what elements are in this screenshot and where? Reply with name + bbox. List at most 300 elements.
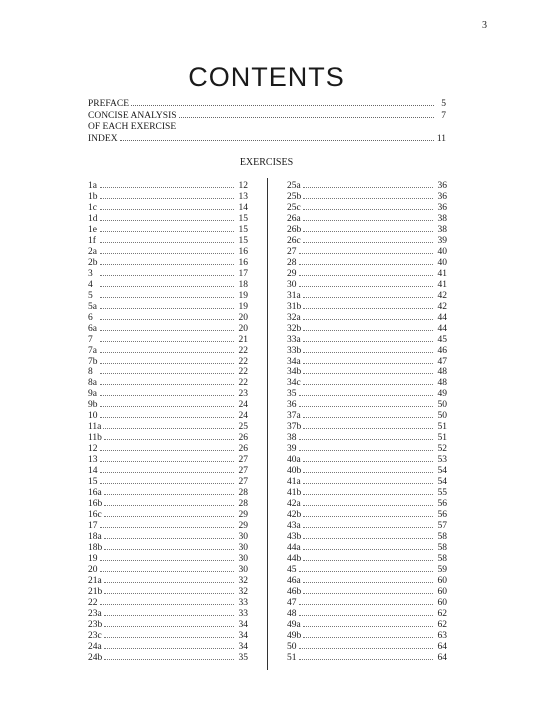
leader-dots — [299, 597, 433, 605]
exercise-label: 9a — [88, 389, 97, 400]
exercise-label: 31b — [287, 301, 302, 312]
leader-dots — [303, 465, 433, 473]
exercise-entry[interactable] — [287, 630, 447, 641]
exercise-label: 22 — [88, 597, 98, 608]
leader-dots — [303, 180, 433, 188]
exercise-label: 6 — [88, 312, 93, 323]
exercise-page: 27 — [238, 466, 248, 477]
exercise-entry[interactable] — [287, 465, 447, 476]
leader-dots — [303, 191, 433, 199]
exercise-page: 21 — [238, 334, 248, 345]
exercise-entry[interactable] — [88, 586, 248, 597]
exercise-label: 41b — [287, 488, 302, 499]
exercise-page: 58 — [437, 542, 447, 553]
exercise-page: 56 — [437, 510, 447, 521]
leader-dots — [303, 345, 433, 353]
exercise-page: 20 — [238, 312, 248, 323]
leader-dots — [303, 224, 433, 232]
leader-dots — [299, 432, 433, 440]
exercise-label: 18b — [88, 542, 103, 553]
exercise-label: 32a — [287, 312, 301, 323]
exercise-label: 1d — [88, 213, 98, 224]
exercise-label: 18a — [88, 532, 102, 542]
leader-dots — [120, 133, 434, 141]
exercise-label: 11a — [88, 422, 102, 433]
exercise-page: 22 — [238, 356, 248, 367]
leader-dots — [100, 290, 234, 298]
exercise-label: 9b — [88, 400, 98, 411]
exercise-entry[interactable] — [287, 498, 447, 509]
exercise-entry[interactable] — [88, 301, 248, 312]
exercise-page: 60 — [437, 597, 447, 608]
column-divider — [267, 178, 268, 670]
leader-dots — [303, 366, 433, 374]
toc-entry-concise-analysis[interactable] — [88, 110, 446, 133]
exercise-entry[interactable] — [88, 312, 248, 323]
exercise-page: 50 — [437, 411, 447, 422]
leader-dots — [131, 98, 434, 106]
leader-dots — [100, 553, 234, 561]
exercise-page: 60 — [437, 575, 447, 586]
exercise-page: 63 — [437, 630, 447, 641]
exercise-page: 54 — [437, 466, 447, 477]
exercise-page: 24 — [238, 411, 248, 422]
exercise-label: 7 — [88, 334, 93, 345]
leader-dots — [303, 630, 433, 638]
exercise-entry[interactable] — [287, 399, 447, 410]
exercise-label: 29 — [287, 268, 297, 279]
exercise-label: 34a — [287, 356, 301, 367]
exercise-label: 23c — [88, 630, 102, 641]
exercise-label: 50 — [287, 641, 297, 652]
exercise-label: 21b — [88, 586, 103, 597]
exercise-entry[interactable] — [287, 213, 447, 224]
leader-dots — [303, 586, 433, 594]
exercise-label: 35 — [287, 389, 297, 400]
exercise-label: 23a — [88, 608, 102, 619]
exercise-entry[interactable] — [88, 443, 248, 454]
exercise-label: 45 — [287, 564, 297, 575]
leader-dots — [100, 443, 234, 451]
exercise-entry[interactable] — [287, 301, 447, 312]
leader-dots — [104, 487, 234, 495]
leader-dots — [179, 110, 434, 118]
exercise-entry[interactable] — [287, 366, 447, 377]
exercise-entry[interactable] — [88, 454, 248, 465]
exercise-label: 37a — [287, 411, 301, 422]
exercise-page: 44 — [437, 312, 447, 323]
exercise-entry[interactable] — [88, 542, 248, 553]
exercise-page: 20 — [238, 323, 248, 334]
leader-dots — [104, 641, 234, 649]
toc-entry-page: 11 — [436, 134, 446, 144]
exercise-entry[interactable] — [287, 410, 447, 421]
exercise-page: 41 — [437, 279, 447, 290]
toc-entry-page: 7 — [441, 111, 446, 121]
exercise-column-left — [88, 180, 248, 663]
page-title: CONTENTS — [188, 62, 345, 93]
exercise-label: 2a — [88, 246, 97, 257]
leader-dots — [103, 421, 234, 429]
exercise-page: 33 — [238, 608, 248, 619]
exercise-label: 33a — [287, 334, 301, 345]
leader-dots — [100, 388, 234, 396]
leader-dots — [299, 257, 433, 265]
leader-dots — [303, 454, 433, 462]
leader-dots — [100, 180, 234, 188]
toc-entry-preface[interactable] — [88, 98, 446, 110]
exercise-page: 36 — [437, 202, 447, 213]
leader-dots — [303, 312, 433, 320]
exercise-page: 38 — [437, 213, 447, 224]
exercise-label: 40a — [287, 455, 301, 466]
exercise-entry[interactable] — [287, 279, 447, 290]
exercise-entry[interactable] — [88, 180, 248, 191]
exercise-label: 37b — [287, 422, 302, 433]
exercise-entry[interactable] — [88, 334, 248, 345]
exercise-entry[interactable] — [287, 257, 447, 268]
exercise-page: 30 — [238, 542, 248, 553]
exercise-label: 44a — [287, 542, 301, 553]
exercise-entry[interactable] — [88, 257, 248, 268]
leader-dots — [104, 509, 234, 517]
exercise-page: 56 — [437, 499, 447, 510]
exercise-page: 29 — [238, 521, 248, 532]
exercise-page: 34 — [238, 630, 248, 641]
exercise-page: 52 — [437, 444, 447, 455]
exercise-label: 32b — [287, 323, 302, 334]
exercise-page: 15 — [238, 224, 248, 235]
exercises-heading: EXERCISES — [239, 157, 294, 168]
leader-dots — [104, 542, 234, 550]
exercise-label: 12 — [88, 444, 98, 455]
exercise-label: 8a — [88, 378, 97, 389]
exercise-entry[interactable] — [88, 465, 248, 476]
exercise-entry[interactable] — [88, 202, 248, 213]
exercise-entry[interactable] — [88, 564, 248, 575]
exercise-page: 32 — [238, 575, 248, 586]
leader-dots — [104, 586, 234, 594]
leader-dots — [100, 257, 234, 265]
exercise-entry[interactable] — [287, 235, 447, 246]
leader-dots — [104, 575, 234, 583]
leader-dots — [100, 564, 234, 572]
exercise-entry[interactable] — [287, 224, 447, 235]
leader-dots — [100, 366, 234, 374]
exercise-label: 16a — [88, 488, 102, 499]
exercise-entry[interactable] — [88, 509, 248, 520]
leader-dots — [104, 608, 234, 616]
leader-dots — [100, 191, 234, 199]
exercise-page: 62 — [437, 619, 447, 630]
exercise-page: 47 — [437, 356, 447, 367]
exercise-page: 42 — [437, 301, 447, 312]
exercise-entry[interactable] — [287, 180, 447, 191]
leader-dots — [303, 356, 433, 364]
leader-dots — [299, 652, 433, 660]
exercise-label: 28 — [287, 257, 297, 268]
exercise-page: 57 — [437, 521, 447, 532]
exercise-page: 30 — [238, 553, 248, 564]
leader-dots — [303, 476, 433, 484]
exercise-entry[interactable] — [88, 377, 248, 388]
exercise-page: 16 — [238, 257, 248, 268]
exercise-entry[interactable] — [88, 608, 248, 619]
exercise-entry[interactable] — [88, 290, 248, 301]
exercise-page: 16 — [238, 246, 248, 257]
leader-dots — [100, 476, 234, 484]
exercise-entry[interactable] — [88, 224, 248, 235]
leader-dots — [303, 202, 433, 210]
exercise-page: 62 — [437, 608, 447, 619]
exercise-entry[interactable] — [88, 213, 248, 224]
toc-entry-index[interactable] — [88, 133, 446, 145]
exercise-label: 24a — [88, 641, 102, 652]
exercise-entry[interactable] — [287, 202, 447, 213]
exercise-label: 15 — [88, 477, 98, 488]
exercise-label: 19 — [88, 553, 98, 564]
exercise-page: 27 — [238, 455, 248, 466]
exercise-label: 8 — [88, 367, 93, 378]
exercise-label: 1c — [88, 202, 97, 213]
leader-dots — [299, 388, 433, 396]
exercise-entry[interactable] — [287, 487, 447, 498]
exercise-entry[interactable] — [287, 290, 447, 301]
exercise-label: 10 — [88, 411, 98, 422]
exercise-label: 33b — [287, 345, 302, 356]
leader-dots — [104, 619, 234, 627]
exercise-entry[interactable] — [287, 564, 447, 575]
exercise-page: 24 — [238, 400, 248, 411]
leader-dots — [100, 235, 234, 243]
leader-dots — [299, 564, 433, 572]
leader-dots — [299, 641, 433, 649]
exercise-entry[interactable] — [88, 356, 248, 367]
exercise-page: 17 — [238, 268, 248, 279]
exercise-entry[interactable] — [88, 399, 248, 410]
exercise-page: 19 — [238, 301, 248, 312]
exercise-entry[interactable] — [88, 366, 248, 377]
exercise-entry[interactable] — [88, 345, 248, 356]
leader-dots — [100, 301, 234, 309]
exercise-page: 48 — [437, 378, 447, 389]
exercise-page: 59 — [437, 564, 447, 575]
exercise-entry[interactable] — [287, 268, 447, 279]
exercise-entry[interactable] — [287, 652, 447, 663]
exercise-entry[interactable] — [88, 246, 248, 257]
exercise-entry[interactable] — [88, 553, 248, 564]
exercise-label: 25c — [287, 202, 301, 213]
exercise-page: 14 — [238, 202, 248, 213]
leader-dots — [303, 520, 433, 528]
exercise-label: 34b — [287, 367, 302, 378]
exercise-entry[interactable] — [287, 520, 447, 531]
exercise-label: 44b — [287, 553, 302, 564]
exercise-entry[interactable] — [287, 542, 447, 553]
exercise-entry[interactable] — [287, 597, 447, 608]
exercise-entry[interactable] — [287, 608, 447, 619]
exercise-label: 25a — [287, 181, 301, 191]
exercise-label: 47 — [287, 597, 297, 608]
leader-dots — [303, 301, 433, 309]
exercise-label: 42a — [287, 499, 301, 510]
leader-dots — [303, 498, 433, 506]
exercise-page: 35 — [238, 652, 248, 663]
front-matter-list — [88, 98, 446, 145]
toc-entry-label: INDEX — [88, 134, 118, 144]
exercise-label: 1a — [88, 181, 97, 191]
toc-entry-page: 5 — [441, 99, 446, 109]
exercise-entry[interactable] — [88, 323, 248, 334]
exercise-entry[interactable] — [88, 388, 248, 399]
leader-dots — [100, 454, 234, 462]
exercise-entry[interactable] — [88, 641, 248, 652]
exercise-page: 54 — [437, 477, 447, 488]
exercise-entry[interactable] — [88, 498, 248, 509]
leader-dots — [303, 487, 433, 495]
leader-dots — [100, 202, 234, 210]
exercise-page: 18 — [238, 279, 248, 290]
exercise-page: 46 — [437, 345, 447, 356]
exercise-entry[interactable] — [287, 531, 447, 542]
exercise-entry[interactable] — [287, 575, 447, 586]
exercise-label: 43b — [287, 532, 302, 542]
exercise-entry[interactable] — [88, 432, 248, 443]
exercise-entry[interactable] — [88, 487, 248, 498]
leader-dots — [303, 410, 433, 418]
leader-dots — [100, 268, 234, 276]
exercise-entry[interactable] — [88, 597, 248, 608]
exercise-entry[interactable] — [287, 454, 447, 465]
exercise-label: 11b — [88, 433, 102, 444]
exercise-page: 22 — [238, 367, 248, 378]
exercise-label: 39 — [287, 444, 297, 455]
leader-dots — [100, 224, 234, 232]
exercise-page: 28 — [238, 488, 248, 499]
leader-dots — [104, 432, 234, 440]
exercise-page: 64 — [437, 652, 447, 663]
exercise-entry[interactable] — [287, 443, 447, 454]
exercise-entry[interactable] — [287, 619, 447, 630]
exercise-page: 45 — [437, 334, 447, 345]
leader-dots — [299, 608, 433, 616]
leader-dots — [303, 334, 433, 342]
exercise-label: 40b — [287, 466, 302, 477]
exercise-entry[interactable] — [287, 191, 447, 202]
exercise-label: 24b — [88, 652, 103, 663]
exercise-entry[interactable] — [88, 268, 248, 279]
exercise-label: 51 — [287, 652, 297, 663]
exercise-entry[interactable] — [287, 432, 447, 443]
leader-dots — [100, 334, 234, 342]
exercise-page: 22 — [238, 345, 248, 356]
leader-dots — [100, 213, 234, 221]
leader-dots — [104, 498, 234, 506]
exercise-label: 5 — [88, 290, 93, 301]
exercise-label: 27 — [287, 246, 297, 257]
exercise-page: 33 — [238, 597, 248, 608]
exercise-label: 1e — [88, 224, 97, 235]
exercise-entry[interactable] — [88, 421, 248, 432]
exercise-entry[interactable] — [287, 312, 447, 323]
exercise-page: 30 — [238, 532, 248, 542]
leader-dots — [100, 356, 234, 364]
exercise-entry[interactable] — [287, 388, 447, 399]
leader-dots — [303, 542, 433, 550]
exercise-entry[interactable] — [287, 586, 447, 597]
exercise-column-right — [287, 180, 447, 663]
leader-dots — [303, 213, 433, 221]
exercise-label: 36 — [287, 400, 297, 411]
leader-dots — [104, 531, 234, 539]
exercise-page: 36 — [437, 181, 447, 191]
exercise-label: 1b — [88, 191, 98, 202]
leader-dots — [299, 246, 433, 254]
exercise-page: 19 — [238, 290, 248, 301]
exercise-page: 28 — [238, 499, 248, 510]
exercise-label: 26a — [287, 213, 301, 224]
exercise-entry[interactable] — [88, 531, 248, 542]
exercise-entry[interactable] — [287, 377, 447, 388]
exercise-page: 44 — [437, 323, 447, 334]
exercise-page: 58 — [437, 532, 447, 542]
exercise-entry[interactable] — [287, 476, 447, 487]
exercise-entry[interactable] — [287, 345, 447, 356]
exercise-label: 7a — [88, 345, 97, 356]
leader-dots — [104, 630, 234, 638]
exercise-entry[interactable] — [88, 235, 248, 246]
exercise-entry[interactable] — [287, 509, 447, 520]
exercise-page: 60 — [437, 586, 447, 597]
exercise-page: 51 — [437, 422, 447, 433]
exercise-entry[interactable] — [287, 323, 447, 334]
exercise-page: 41 — [437, 268, 447, 279]
exercise-page: 22 — [238, 378, 248, 389]
exercise-entry[interactable] — [287, 553, 447, 564]
exercise-page: 34 — [238, 641, 248, 652]
exercise-entry[interactable] — [88, 575, 248, 586]
exercise-page: 40 — [437, 246, 447, 257]
leader-dots — [303, 421, 433, 429]
exercise-page: 26 — [238, 433, 248, 444]
exercise-entry[interactable] — [88, 652, 248, 663]
exercise-entry[interactable] — [88, 191, 248, 202]
exercise-page: 39 — [437, 235, 447, 246]
leader-dots — [299, 443, 433, 451]
exercise-label: 20 — [88, 564, 98, 575]
leader-dots — [100, 597, 234, 605]
exercise-entry[interactable] — [88, 279, 248, 290]
exercise-entry[interactable] — [287, 641, 447, 652]
leader-dots — [100, 410, 234, 418]
exercise-entry[interactable] — [88, 619, 248, 630]
exercise-entry[interactable] — [88, 410, 248, 421]
exercise-entry[interactable] — [287, 356, 447, 367]
leader-dots — [303, 377, 433, 385]
exercise-entry[interactable] — [88, 476, 248, 487]
exercise-entry[interactable] — [287, 421, 447, 432]
exercise-label: 30 — [287, 279, 297, 290]
exercise-page: 27 — [238, 477, 248, 488]
leader-dots — [299, 279, 433, 287]
exercise-entry[interactable] — [88, 630, 248, 641]
exercise-entry[interactable] — [88, 520, 248, 531]
exercise-entry[interactable] — [287, 334, 447, 345]
exercise-label: 21a — [88, 575, 102, 586]
exercise-page: 42 — [437, 290, 447, 301]
exercise-entry[interactable] — [287, 246, 447, 257]
exercise-page: 32 — [238, 586, 248, 597]
